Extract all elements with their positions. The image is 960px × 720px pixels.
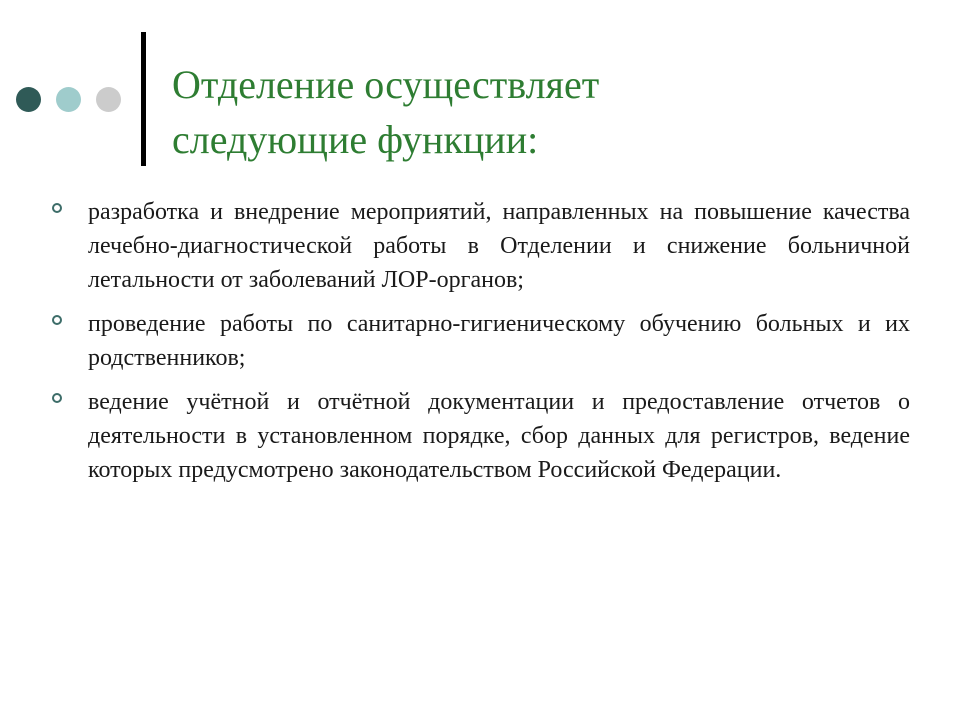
list-item — [50, 195, 910, 297]
slide-title-line-2: следующие функции: — [172, 117, 539, 162]
bullet-text: разработка и внедрение мероприятий, направленных на повышение качества лечебно-диагностической работы в Отделении и снижение больничной летальности от заболеваний ЛОР-органов; — [88, 199, 910, 293]
slide-title — [172, 57, 932, 167]
decorative-dots — [16, 87, 126, 113]
bullet-text: ведение учётной и отчётной документации и предоставление отчетов о деятельности в установленном порядке, сбор данных для регистров, ведение которых предусмотрено законодательством Российской Федерации. — [88, 389, 910, 483]
dot-icon — [56, 87, 81, 112]
circle-outline-icon — [52, 315, 62, 325]
bullet-text: проведение работы по санитарно-гигиеническому обучению больных и их родственников; — [88, 311, 910, 371]
circle-outline-icon — [52, 203, 62, 213]
dot-icon — [96, 87, 121, 112]
slide-title-line-1: Отделение осуществляет — [172, 62, 600, 107]
list-item — [50, 385, 910, 487]
dot-icon — [16, 87, 41, 112]
circle-outline-icon — [52, 393, 62, 403]
bullet-list — [50, 195, 910, 497]
list-item — [50, 307, 910, 375]
title-divider — [141, 32, 146, 166]
